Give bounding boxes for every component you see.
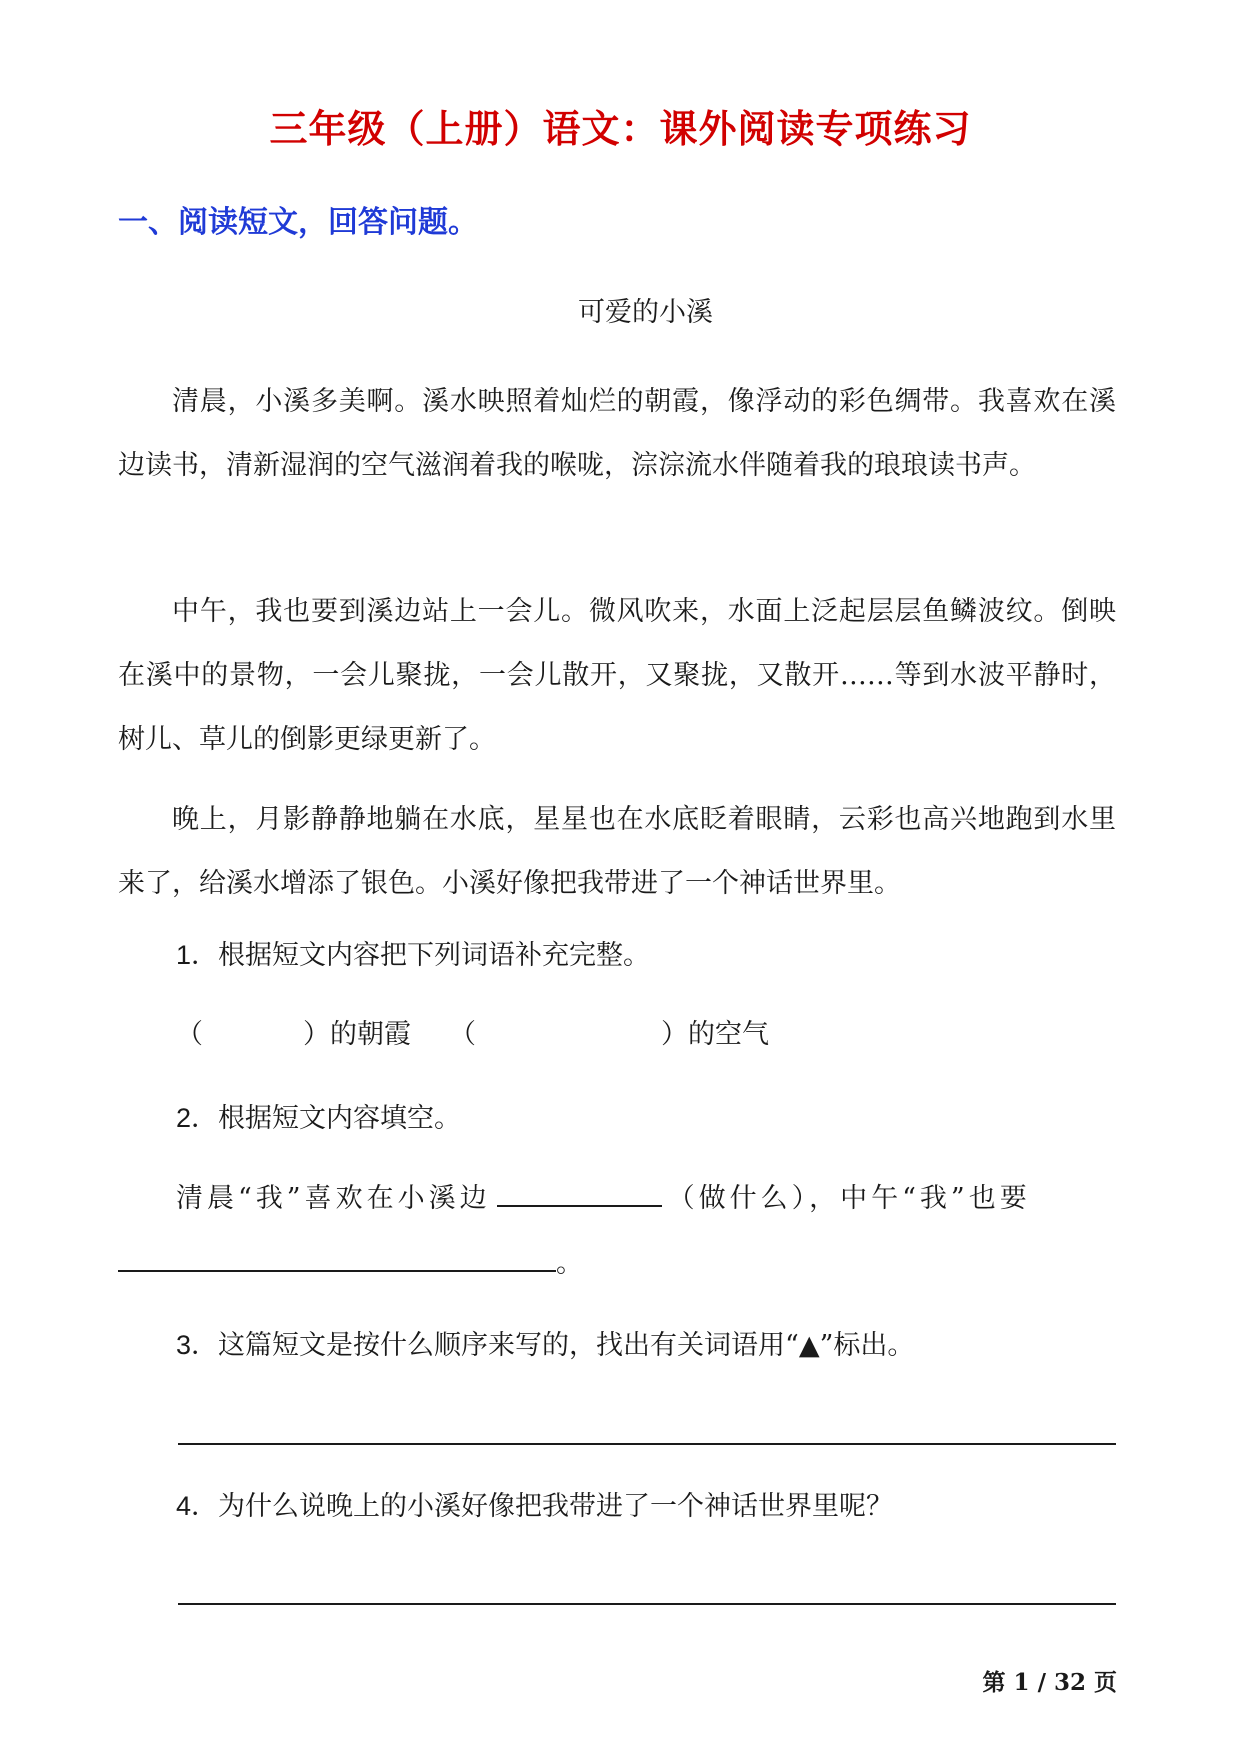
bracket-open-2: （ [449, 1019, 476, 1050]
question-2-fill-line-2 [118, 1240, 583, 1284]
blank-morning-activity[interactable] [497, 1175, 662, 1207]
question-2-number: 2 [176, 1103, 192, 1133]
passage-paragraph-morning: 清晨，小溪多美啊。溪水映照着灿烂的朝霞，像浮动的彩色绸带。我喜欢在溪边读书，清新湿润的空气滋润着我的喉咙，淙淙流水伴随着我的琅琅读书声。 [118, 386, 1116, 481]
question-1-text: ．根据短文内容把下列词语补充完整。 [191, 940, 651, 971]
question-2-fill-line-1 [176, 1175, 1116, 1219]
question-2 [176, 1098, 461, 1139]
question-3-number: 3 [176, 1330, 192, 1360]
word-kongqi: ）的空气 [661, 1019, 769, 1050]
document-title: 三年级（上册）语文：课外阅读专项练习 [269, 106, 972, 151]
question-3 [176, 1325, 914, 1366]
answer-line-question-4[interactable] [178, 1603, 1116, 1605]
question-4 [176, 1486, 893, 1527]
answer-line-question-3[interactable] [178, 1443, 1116, 1445]
passage-paragraph-evening: 晚上，月影静静地躺在水底，星星也在水底眨着眼睛，云彩也高兴地跑到水里来了，给溪水增添了银色。小溪好像把我带进了一个神话世界里。 [118, 804, 1116, 899]
page-number-footer: 第 1 / 32 页 [982, 1669, 1117, 1696]
passage-title: 可爱的小溪 [578, 297, 713, 328]
question-4-number: 4 [176, 1491, 192, 1521]
fill-text-end: 。 [556, 1248, 583, 1279]
question-3-text: ．这篇短文是按什么顺序来写的，找出有关词语用“▲”标出。 [191, 1330, 915, 1361]
fill-text-morning: 清晨“我”喜欢在小溪边 [176, 1183, 491, 1214]
blank-noon-activity[interactable] [118, 1240, 556, 1272]
question-4-text: ．为什么说晚上的小溪好像把我带进了一个神话世界里呢？ [191, 1491, 894, 1522]
question-1 [176, 935, 650, 976]
bracket-open-1: （ [176, 1019, 203, 1050]
question-2-text: ．根据短文内容填空。 [191, 1103, 462, 1134]
question-1-fill-row [176, 1015, 769, 1055]
passage-paragraph-noon: 中午，我也要到溪边站上一会儿。微风吹来，水面上泛起层层鱼鳞波纹。倒映在溪中的景物，一会儿聚拢，一会儿散开，又聚拢，又散开……等到水波平静时，树儿、草儿的倒影更绿更新了。 [118, 596, 1116, 755]
word-zhaoxia: ）的朝霞 [303, 1019, 411, 1050]
section-heading: 一、阅读短文，回答问题。 [118, 205, 478, 240]
question-1-number: 1 [176, 940, 192, 970]
fill-text-noon: （做什么），中午“我”也要 [667, 1183, 1031, 1214]
